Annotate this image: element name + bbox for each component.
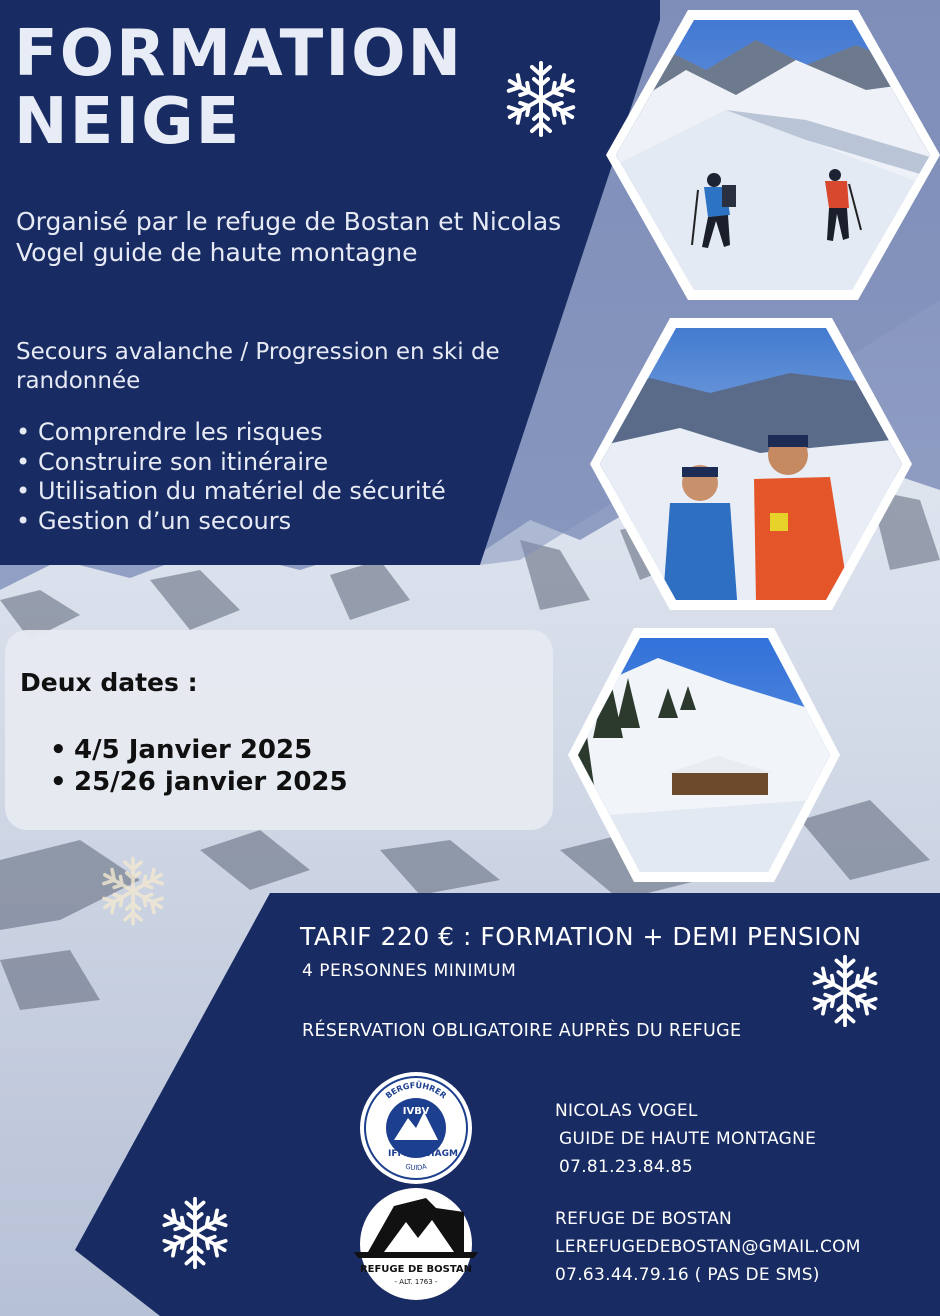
dates-list (50, 734, 348, 798)
snowflake-icon (96, 854, 170, 928)
snowflake-icon (156, 1194, 234, 1272)
title-line-2: NEIGE (14, 85, 242, 159)
organizer-text: Organisé par le refuge de Bostan et Nicolas Vogel guide de haute montagne (16, 207, 562, 267)
date-item: • 25/26 janvier 2025 (50, 766, 348, 798)
refuge-bostan-logo (354, 1186, 478, 1302)
list-item: • Comprendre les risques (16, 418, 576, 448)
ifmga-logo-left-text: IFMGA (388, 1149, 421, 1159)
ifmga-logo (358, 1070, 474, 1186)
list-item: • Gestion d’un secours (16, 507, 576, 537)
dates-panel (5, 630, 553, 830)
refuge-email[interactable]: LEREFUGEDEBOSTAN@GMAIL.COM (555, 1237, 861, 1257)
list-item: • Utilisation du matériel de sécurité (16, 477, 576, 507)
photo-mountain-refuge-winter (568, 628, 840, 882)
refuge-logo-altitude: - ALT. 1763 - (394, 1278, 438, 1286)
photo-ski-touring-ascent (606, 10, 940, 300)
dates-heading: Deux dates : (20, 668, 198, 697)
program-subtitle: Secours avalanche / Progression en ski de randonnée (16, 339, 500, 394)
title-line-1: FORMATION (14, 17, 464, 91)
ifmga-logo-right-text: UIAGM (424, 1149, 458, 1159)
ifmga-logo-top-text: BERGFÜHRER (383, 1080, 449, 1101)
ifmga-logo-bottom-text: GUIDA (404, 1162, 428, 1173)
refuge-name: REFUGE DE BOSTAN (555, 1209, 733, 1229)
price-text: TARIF 220 € : FORMATION + DEMI PENSION (300, 922, 862, 951)
photo-two-skiers-summit (590, 318, 912, 610)
snowflake-icon (806, 952, 884, 1030)
guide-phone[interactable]: 07.81.23.84.85 (559, 1157, 693, 1177)
refuge-phone[interactable]: 07.63.44.79.16 ( PAS DE SMS) (555, 1265, 820, 1285)
snowflake-icon (500, 58, 582, 140)
poster-title (14, 17, 464, 159)
guide-role: GUIDE DE HAUTE MONTAGNE (559, 1129, 817, 1149)
reservation-notice: RÉSERVATION OBLIGATOIRE AUPRÈS DU REFUGE (302, 1021, 742, 1041)
date-item: • 4/5 Janvier 2025 (50, 734, 348, 766)
refuge-contact-block (555, 1205, 861, 1289)
topics-list (16, 418, 576, 536)
minimum-participants: 4 PERSONNES MINIMUM (302, 961, 517, 981)
refuge-logo-name: REFUGE DE BOSTAN (359, 1264, 473, 1275)
guide-name: NICOLAS VOGEL (555, 1101, 698, 1121)
ifmga-logo-center-text: IVBV (402, 1106, 430, 1117)
guide-contact-block (555, 1097, 816, 1181)
list-item: • Construire son itinéraire (16, 448, 576, 478)
